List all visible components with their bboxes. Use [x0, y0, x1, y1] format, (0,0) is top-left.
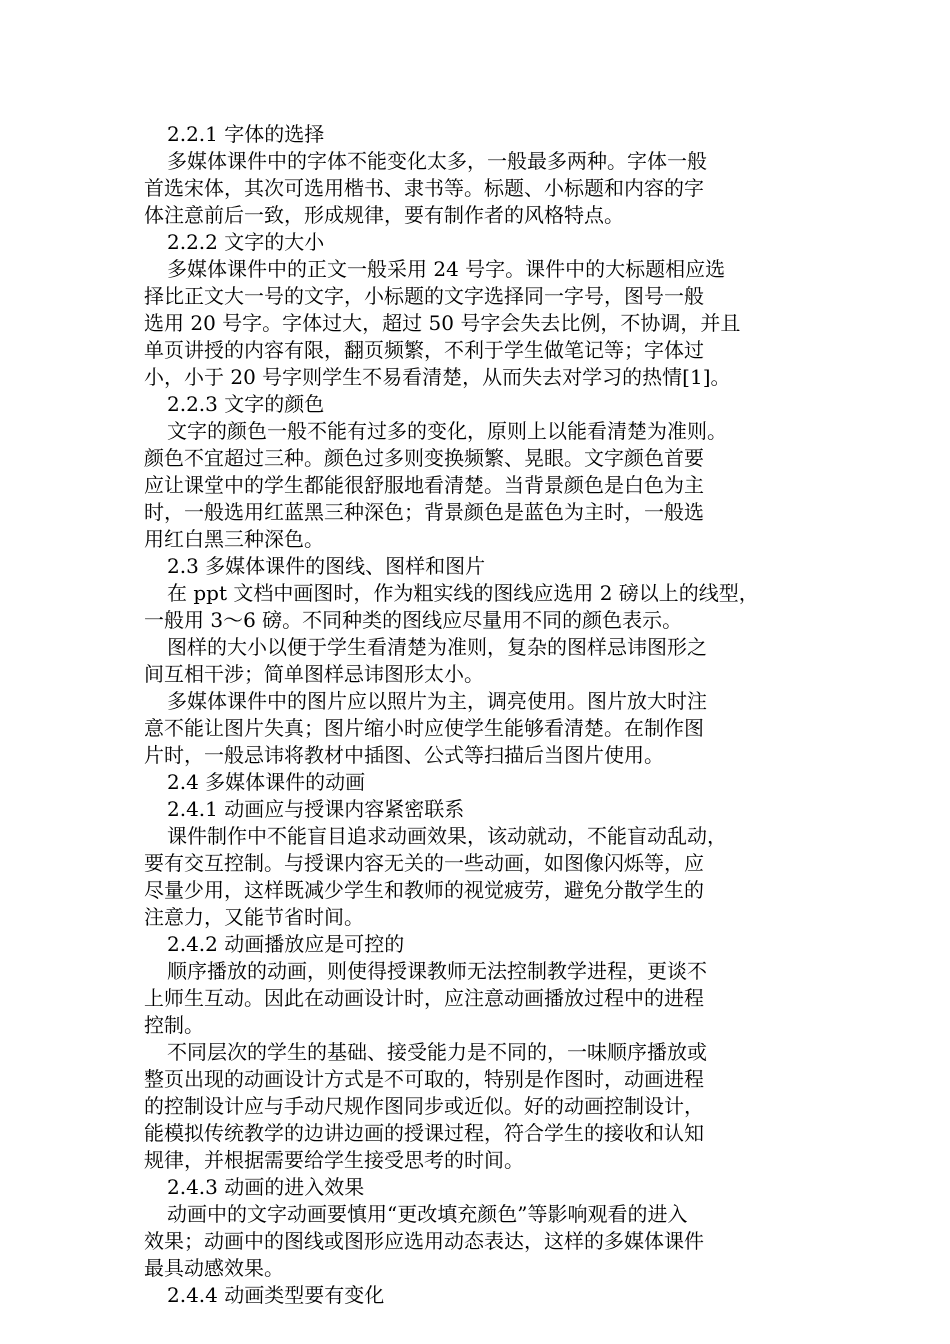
paragraph-line: 选用 20 号字。字体过大，超过 50 号字会失去比例，不协调，并且 [144, 311, 741, 335]
body-paragraph [144, 823, 794, 931]
paragraph-line: 控制。 [144, 1013, 204, 1037]
paragraph-line: 意不能让图片失真；图片缩小时应使学生能够看清楚。在制作图 [144, 716, 704, 740]
paragraph-line: 文字的颜色一般不能有过多的变化，原则上以能看清楚为准则。 [167, 419, 727, 443]
paragraph-line: 尽量少用，这样既减少学生和教师的视觉疲劳，避免分散学生的 [144, 878, 704, 902]
paragraph-line: 时，一般选用红蓝黑三种深色；背景颜色是蓝色为主时，一般选 [144, 500, 704, 524]
section-heading: 2.4.1 动画应与授课内容紧密联系 [167, 797, 465, 821]
section-heading: 2.2.1 字体的选择 [167, 122, 325, 146]
paragraph-line: 间互相干涉；简单图样忌讳图形太小。 [144, 662, 484, 686]
body-paragraph [144, 958, 794, 1039]
paragraph-line: 多媒体课件中的正文一般采用 24 号字。课件中的大标题相应选 [167, 257, 726, 281]
section-heading: 2.4.3 动画的进入效果 [167, 1175, 365, 1199]
paragraph-line: 最具动感效果。 [144, 1256, 284, 1280]
section-heading: 2.4.4 动画类型要有变化 [167, 1283, 385, 1307]
paragraph-line: 一般用 3～6 磅。不同种类的图线应尽量用不同的颜色表示。 [144, 608, 683, 632]
body-paragraph [144, 256, 794, 391]
paragraph-line: 整页出现的动画设计方式是不可取的，特别是作图时，动画进程 [144, 1067, 704, 1091]
body-paragraph [144, 580, 794, 634]
paragraph-line: 多媒体课件中的图片应以照片为主，调亮使用。图片放大时注 [167, 689, 707, 713]
section-heading: 2.2.2 文字的大小 [167, 230, 325, 254]
paragraph-line: 能模拟传统教学的边讲边画的授课过程，符合学生的接收和认知 [144, 1121, 704, 1145]
paragraph-line: 效果；动画中的图线或图形应选用动态表达，这样的多媒体课件 [144, 1229, 704, 1253]
body-paragraph [144, 1201, 794, 1282]
paragraph-line: 的控制设计应与手动尺规作图同步或近似。好的动画控制设计， [144, 1094, 704, 1118]
section-heading: 2.4.2 动画播放应是可控的 [167, 932, 405, 956]
body-paragraph [144, 418, 794, 553]
body-paragraph [144, 634, 794, 688]
paragraph-line: 单页讲授的内容有限，翻页频繁，不利于学生做笔记等；字体过 [144, 338, 704, 362]
body-paragraph [144, 148, 794, 229]
body-paragraph [144, 1039, 794, 1174]
paragraph-line: 在 ppt 文档中画图时，作为粗实线的图线应选用 2 磅以上的线型， [167, 581, 759, 605]
paragraph-line: 择比正文大一号的文字，小标题的文字选择同一字号，图号一般 [144, 284, 704, 308]
section-heading: 2.2.3 文字的颜色 [167, 392, 325, 416]
paragraph-line: 顺序播放的动画，则使得授课教师无法控制教学进程，更谈不 [167, 959, 707, 983]
paragraph-line: 体注意前后一致，形成规律，要有制作者的风格特点。 [144, 203, 624, 227]
paragraph-line: 课件制作中不能盲目追求动画效果，该动就动，不能盲动乱动， [167, 824, 727, 848]
body-paragraph [144, 688, 794, 769]
section-heading: 2.3 多媒体课件的图线、图样和图片 [167, 554, 486, 578]
paragraph-line: 小，小于 20 号字则学生不易看清楚，从而失去对学习的热情[1]。 [144, 365, 731, 389]
paragraph-line: 注意力，又能节省时间。 [144, 905, 364, 929]
paragraph-line: 片时，一般忌讳将教材中插图、公式等扫描后当图片使用。 [144, 743, 664, 767]
paragraph-line: 颜色不宜超过三种。颜色过多则变换频繁、晃眼。文字颜色首要 [144, 446, 704, 470]
paragraph-line: 动画中的文字动画要慎用“更改填充颜色”等影响观看的进入 [167, 1202, 688, 1226]
section-heading: 2.4 多媒体课件的动画 [167, 770, 366, 794]
document-page [144, 121, 794, 1309]
paragraph-line: 不同层次的学生的基础、接受能力是不同的，一味顺序播放或 [167, 1040, 707, 1064]
paragraph-line: 多媒体课件中的字体不能变化太多，一般最多两种。字体一般 [167, 149, 707, 173]
paragraph-line: 上师生互动。因此在动画设计时，应注意动画播放过程中的进程 [144, 986, 704, 1010]
paragraph-line: 首选宋体，其次可选用楷书、隶书等。标题、小标题和内容的字 [144, 176, 704, 200]
paragraph-line: 要有交互控制。与授课内容无关的一些动画，如图像闪烁等，应 [144, 851, 704, 875]
paragraph-line: 用红白黑三种深色。 [144, 527, 324, 551]
paragraph-line: 应让课堂中的学生都能很舒服地看清楚。当背景颜色是白色为主 [144, 473, 704, 497]
paragraph-line: 规律，并根据需要给学生接受思考的时间。 [144, 1148, 524, 1172]
paragraph-line: 图样的大小以便于学生看清楚为准则，复杂的图样忌讳图形之 [167, 635, 707, 659]
